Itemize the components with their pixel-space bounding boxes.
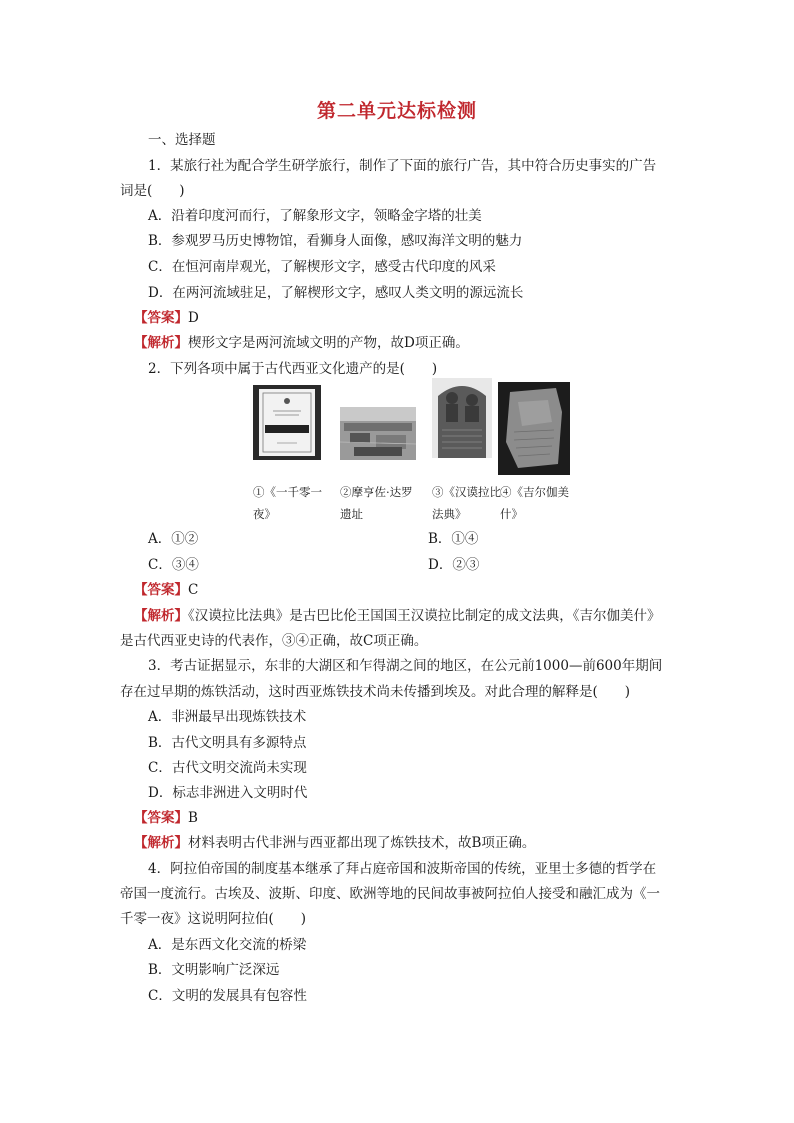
q2-option-c: C．③④ [148, 557, 199, 573]
q3-stem-line1: 3．考古证据显示，东非的大湖区和乍得湖之间的地区，在公元前1000—前600年期间 [148, 658, 663, 674]
q1-analysis [134, 334, 469, 352]
q3-stem-line2: 存在过早期的炼铁活动，这时西亚炼铁技术尚未传播到埃及。对此合理的解释是( ) [120, 684, 631, 700]
q4-stem-line2: 帝国一度流行。古埃及、波斯、印度、欧洲等地的民间故事被阿拉伯人接受和融汇成为《一 [120, 886, 660, 902]
answer-value: B [188, 810, 198, 826]
q4-stem-line3: 千零一夜》这说明阿拉伯( ) [120, 911, 307, 927]
q4-option-a: A．是东西文化交流的桥梁 [148, 937, 307, 953]
answer-tag: 【答案】 [134, 310, 188, 326]
q1-stem-line2: 词是( ) [120, 183, 185, 199]
clay-tablet-image [498, 382, 570, 475]
analysis-tag: 【解析】 [134, 835, 188, 851]
q1-option-d: D．在两河流域驻足，了解楔形文字，感叹人类文明的源远流长 [148, 285, 524, 301]
book-cover-image [253, 385, 321, 460]
q4-option-b: B．文明影响广泛深远 [148, 962, 280, 978]
answer-tag: 【答案】 [134, 582, 188, 598]
figure-2-caption: ②摩亨佐·达罗遗址 [340, 485, 413, 521]
section-heading: 一、选择题 [148, 132, 216, 148]
q4-option-c: C．文明的发展具有包容性 [148, 988, 307, 1004]
q2-answer [134, 581, 198, 599]
q2-option-d: D．②③ [428, 557, 480, 573]
q3-option-a: A．非洲最早出现炼铁技术 [148, 709, 307, 725]
analysis-text: 楔形文字是两河流域文明的产物，故D项正确。 [188, 335, 469, 351]
analysis-text: 材料表明古代非洲与西亚都出现了炼铁技术，故B项正确。 [188, 835, 536, 851]
answer-value: D [188, 310, 199, 326]
analysis-text: 《汉谟拉比法典》是古巴比伦王国国王汉谟拉比制定的成文法典，《吉尔伽美什》 [188, 608, 661, 624]
q3-answer [134, 809, 198, 827]
q2-figure-row [250, 385, 580, 525]
q4-stem-line1: 4．阿拉伯帝国的制度基本继承了拜占庭帝国和波斯帝国的传统，亚里士多德的哲学在 [148, 861, 657, 877]
q1-option-b: B．参观罗马历史博物馆，看狮身人面像，感叹海洋文明的魅力 [148, 233, 523, 249]
q1-stem-line1: 1．某旅行社为配合学生研学旅行，制作了下面的旅行广告，其中符合历史事实的广告 [148, 158, 657, 174]
q1-option-a: A．沿着印度河而行，了解象形文字，领略金字塔的壮美 [148, 208, 482, 224]
q3-option-d: D．标志非洲进入文明时代 [148, 785, 308, 801]
answer-tag: 【答案】 [134, 810, 188, 826]
q1-answer [134, 309, 199, 327]
analysis-tag: 【解析】 [134, 608, 188, 624]
q2-option-a: A．①② [148, 531, 199, 547]
ruins-image [340, 407, 416, 460]
q3-option-c: C．古代文明交流尚未实现 [148, 760, 307, 776]
figure-1-caption: ①《一千零一夜》 [253, 485, 322, 521]
q3-analysis [134, 834, 535, 852]
q2-analysis-line2: 是古代西亚史诗的代表作，③④正确，故C项正确。 [120, 633, 428, 649]
stele-image [432, 378, 492, 458]
q3-option-b: B．古代文明具有多源特点 [148, 735, 307, 751]
answer-value: C [188, 582, 199, 598]
q2-analysis-line1 [134, 607, 661, 625]
q2-option-b: B．①④ [428, 531, 479, 547]
figure-4-caption: ④《吉尔伽美什》 [500, 485, 569, 521]
q1-option-c: C．在恒河南岸观光，了解楔形文字，感受古代印度的风采 [148, 259, 496, 275]
page-title: 第二单元达标检测 [316, 100, 477, 122]
analysis-tag: 【解析】 [134, 335, 188, 351]
figure-3-caption: ③《汉谟拉比法典》 [432, 485, 501, 521]
q2-stem: 2．下列各项中属于古代西亚文化遗产的是( ) [148, 361, 438, 377]
